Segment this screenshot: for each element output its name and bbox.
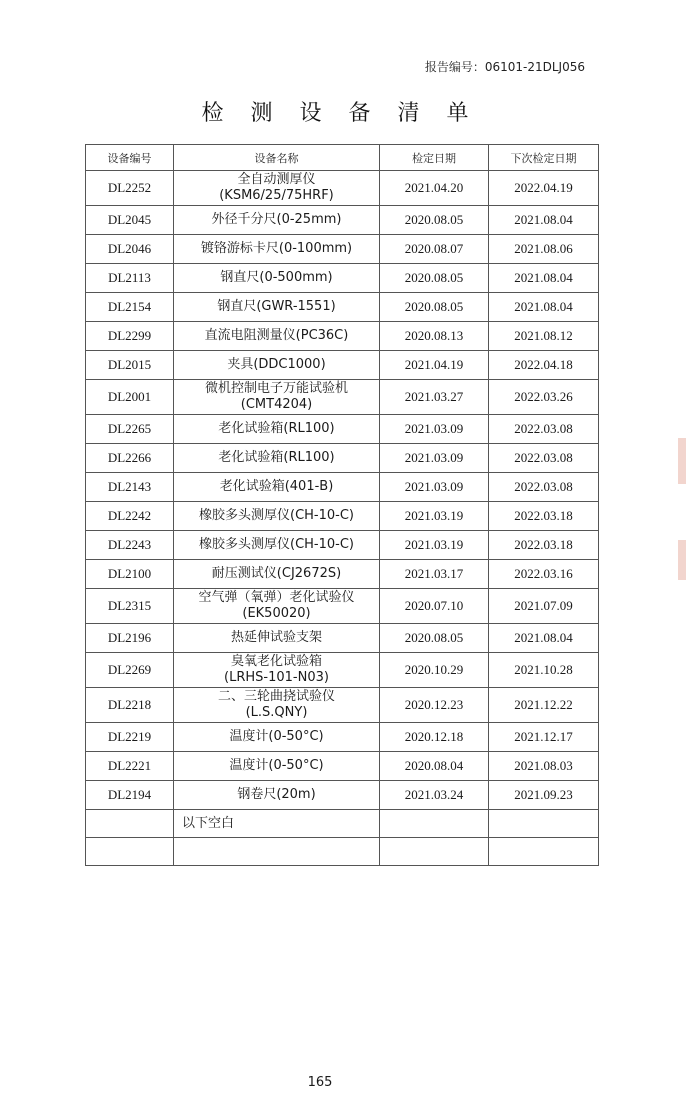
calibration-date: 2020.08.07 (380, 235, 489, 264)
equipment-code: DL2143 (86, 473, 174, 502)
equipment-name (174, 206, 380, 235)
next-calibration-date: 2021.08.04 (489, 293, 599, 322)
table-row (86, 502, 599, 531)
table-row (86, 235, 599, 264)
calibration-date: 2020.08.05 (380, 264, 489, 293)
equipment-code: DL2299 (86, 322, 174, 351)
equipment-code: DL2046 (86, 235, 174, 264)
equipment-name-line: 夹具(DDC1000) (227, 357, 326, 372)
calibration-date: 2021.03.09 (380, 444, 489, 473)
equipment-code: DL2196 (86, 624, 174, 653)
empty-cell (489, 838, 599, 866)
table-row (86, 810, 599, 838)
equipment-name (174, 531, 380, 560)
equipment-name-line: 温度计(0-50°C) (229, 729, 324, 744)
equipment-name-line: 全自动测厚仪 (237, 172, 316, 187)
table-row (86, 293, 599, 322)
equipment-name-line: 热延伸试验支架 (230, 630, 322, 645)
column-header-calibration-date: 检定日期 (380, 145, 489, 171)
equipment-name-line: 钢直尺(0-500mm) (220, 270, 333, 285)
next-calibration-date: 2022.03.18 (489, 531, 599, 560)
equipment-name (174, 624, 380, 653)
equipment-code: DL2045 (86, 206, 174, 235)
next-calibration-date: 2022.03.18 (489, 502, 599, 531)
equipment-name-line: 直流电阻测量仪(PC36C) (204, 328, 349, 343)
equipment-name (174, 380, 380, 415)
table-row (86, 752, 599, 781)
table-row (86, 171, 599, 206)
equipment-code: DL2266 (86, 444, 174, 473)
equipment-table (85, 144, 599, 866)
table-row (86, 653, 599, 688)
equipment-name (174, 322, 380, 351)
equipment-code: DL2243 (86, 531, 174, 560)
calibration-date: 2021.03.24 (380, 781, 489, 810)
table-row (86, 589, 599, 624)
table-row (86, 838, 599, 866)
calibration-date: 2021.04.20 (380, 171, 489, 206)
equipment-code: DL2265 (86, 415, 174, 444)
column-header-code: 设备编号 (86, 145, 174, 171)
next-calibration-date: 2021.08.04 (489, 264, 599, 293)
table-row (86, 444, 599, 473)
calibration-date: 2021.03.19 (380, 531, 489, 560)
calibration-date: 2020.08.05 (380, 293, 489, 322)
table-row (86, 723, 599, 752)
equipment-name-line: (L.S.QNY) (245, 705, 308, 720)
equipment-code: DL2100 (86, 560, 174, 589)
empty-cell (380, 838, 489, 866)
equipment-name-line: (EK50020) (242, 606, 311, 621)
equipment-name (174, 351, 380, 380)
calibration-date: 2020.07.10 (380, 589, 489, 624)
equipment-name (174, 264, 380, 293)
equipment-name-line: 空气弹（氧弹）老化试验仪 (198, 590, 355, 605)
next-calibration-date: 2021.08.04 (489, 206, 599, 235)
equipment-name-line: 二、三轮曲挠试验仪 (217, 689, 335, 704)
table-body (86, 171, 599, 866)
equipment-name (174, 752, 380, 781)
calibration-date: 2020.08.04 (380, 752, 489, 781)
next-calibration-date: 2021.08.03 (489, 752, 599, 781)
equipment-code: DL2242 (86, 502, 174, 531)
empty-cell (86, 838, 174, 866)
equipment-name-line: (KSM6/25/75HRF) (219, 188, 334, 203)
table-row (86, 380, 599, 415)
equipment-code: DL2219 (86, 723, 174, 752)
next-calibration-date: 2021.12.22 (489, 688, 599, 723)
equipment-name-line: 温度计(0-50°C) (229, 758, 324, 773)
equipment-name (174, 502, 380, 531)
equipment-name (174, 473, 380, 502)
equipment-name-line: 老化试验箱(RL100) (218, 450, 335, 465)
next-calibration-date: 2021.08.06 (489, 235, 599, 264)
next-calibration-date: 2022.03.08 (489, 415, 599, 444)
calibration-date: 2020.08.05 (380, 624, 489, 653)
equipment-code: DL2315 (86, 589, 174, 624)
calibration-date: 2021.03.17 (380, 560, 489, 589)
equipment-code: DL2015 (86, 351, 174, 380)
equipment-code: DL2154 (86, 293, 174, 322)
equipment-name (174, 560, 380, 589)
equipment-name (174, 171, 380, 206)
column-header-next-calibration-date: 下次检定日期 (489, 145, 599, 171)
column-header-name: 设备名称 (174, 145, 380, 171)
calibration-date: 2020.12.18 (380, 723, 489, 752)
equipment-code: DL2221 (86, 752, 174, 781)
equipment-name-line: 臭氧老化试验箱 (230, 654, 322, 669)
calibration-date: 2021.03.19 (380, 502, 489, 531)
equipment-name-line: 橡胶多头测厚仪(CH-10-C) (199, 537, 354, 552)
equipment-name-line: 钢卷尺(20m) (237, 787, 316, 802)
equipment-name-line: 耐压测试仪(CJ2672S) (211, 566, 342, 581)
next-calibration-date: 2022.03.16 (489, 560, 599, 589)
calibration-date: 2020.12.23 (380, 688, 489, 723)
next-calibration-date: 2022.04.19 (489, 171, 599, 206)
table-row (86, 531, 599, 560)
equipment-name (174, 723, 380, 752)
equipment-name-line: 橡胶多头测厚仪(CH-10-C) (199, 508, 354, 523)
equipment-name-line: 微机控制电子万能试验机 (204, 381, 348, 396)
page-title: 检 测 设 备 清 单 (201, 101, 479, 126)
next-calibration-date: 2021.09.23 (489, 781, 599, 810)
equipment-code: DL2113 (86, 264, 174, 293)
equipment-name (174, 415, 380, 444)
equipment-name (174, 293, 380, 322)
table-row (86, 206, 599, 235)
calibration-date: 2020.08.05 (380, 206, 489, 235)
calibration-date: 2021.03.27 (380, 380, 489, 415)
equipment-name (174, 235, 380, 264)
table-row (86, 351, 599, 380)
calibration-date: 2020.08.13 (380, 322, 489, 351)
empty-cell (86, 810, 174, 838)
equipment-name (174, 653, 380, 688)
table-row (86, 473, 599, 502)
equipment-name-line: (LRHS-101-N03) (224, 670, 329, 685)
table-row (86, 322, 599, 351)
next-calibration-date: 2021.08.04 (489, 624, 599, 653)
report-number: 报告编号：06101-21DLJ056 (424, 60, 585, 74)
empty-cell (380, 810, 489, 838)
table-row (86, 688, 599, 723)
empty-cell (174, 838, 380, 866)
equipment-code: DL2194 (86, 781, 174, 810)
table-row (86, 264, 599, 293)
table-header-row (86, 145, 599, 171)
equipment-name-line: 外径千分尺(0-25mm) (211, 212, 342, 227)
next-calibration-date: 2021.08.12 (489, 322, 599, 351)
equipment-code: DL2252 (86, 171, 174, 206)
calibration-date: 2021.03.09 (380, 473, 489, 502)
table-row (86, 781, 599, 810)
equipment-name (174, 688, 380, 723)
next-calibration-date: 2022.04.18 (489, 351, 599, 380)
table-row (86, 415, 599, 444)
equipment-code: DL2218 (86, 688, 174, 723)
equipment-name-line: 老化试验箱(401-B) (219, 479, 334, 494)
next-calibration-date: 2022.03.26 (489, 380, 599, 415)
next-calibration-date: 2021.12.17 (489, 723, 599, 752)
equipment-name (174, 444, 380, 473)
calibration-date: 2021.04.19 (380, 351, 489, 380)
empty-cell (489, 810, 599, 838)
equipment-name (174, 589, 380, 624)
end-of-list-note: 以下空白 (174, 810, 380, 838)
equipment-name-line: 钢直尺(GWR-1551) (217, 299, 336, 314)
calibration-date: 2020.10.29 (380, 653, 489, 688)
equipment-name (174, 781, 380, 810)
table-row (86, 624, 599, 653)
stamp-mark (678, 540, 686, 580)
calibration-date: 2021.03.09 (380, 415, 489, 444)
page-number: 165 (307, 1075, 333, 1090)
equipment-code: DL2269 (86, 653, 174, 688)
equipment-name-line: 镀铬游标卡尺(0-100mm) (200, 241, 353, 256)
table-row (86, 560, 599, 589)
equipment-name-line: 老化试验箱(RL100) (218, 421, 335, 436)
equipment-name-line: (CMT4204) (240, 397, 313, 412)
next-calibration-date: 2021.07.09 (489, 589, 599, 624)
equipment-code: DL2001 (86, 380, 174, 415)
stamp-mark (678, 438, 686, 484)
next-calibration-date: 2022.03.08 (489, 444, 599, 473)
next-calibration-date: 2022.03.08 (489, 473, 599, 502)
next-calibration-date: 2021.10.28 (489, 653, 599, 688)
